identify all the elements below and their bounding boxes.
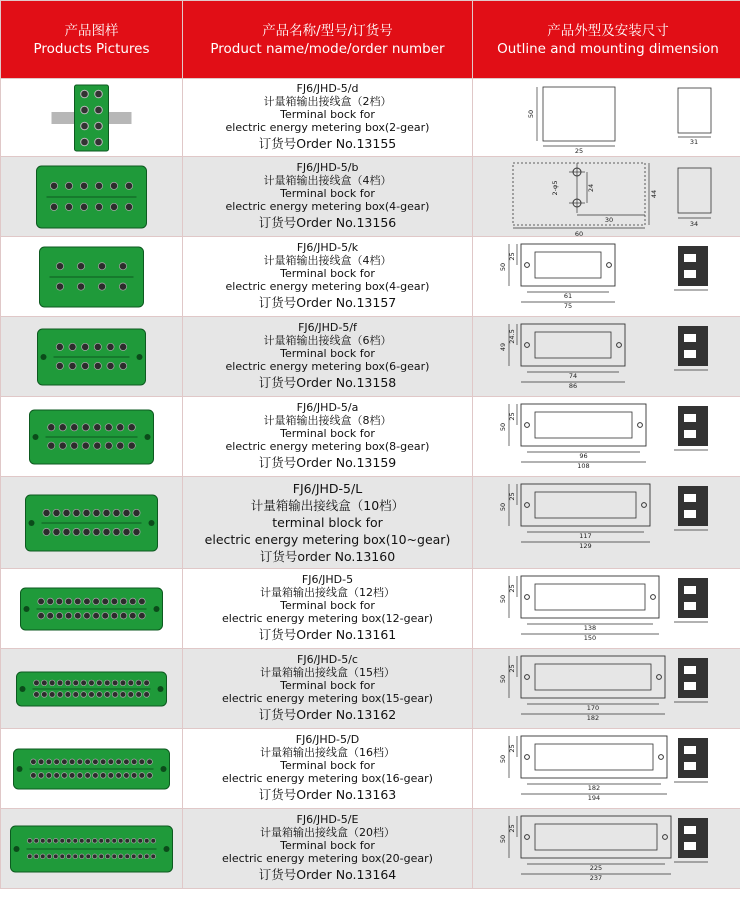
- dim-w1: 61: [563, 291, 573, 300]
- product-photo: [21, 588, 163, 630]
- header-name-cn: 产品名称/型号/订货号: [262, 22, 393, 39]
- dim-height: 50: [499, 594, 507, 603]
- product-photo: [11, 826, 173, 872]
- dim-v: 25: [508, 583, 516, 593]
- dim-height: 50: [499, 674, 507, 683]
- order-number: 订货号Order No.13159: [258, 454, 397, 470]
- dim-width: 25: [574, 146, 584, 155]
- product-name-en-1: Terminal bock for: [280, 427, 375, 440]
- product-info-cell: [183, 649, 473, 729]
- product-name-cn: 计量箱输出接线盒（4档）: [263, 174, 392, 188]
- product-info-cell: [183, 477, 473, 569]
- table-header-row: [1, 1, 740, 79]
- order-number: 订货号Order No.13157: [258, 294, 397, 310]
- product-model: FJ6/JHD-5/a: [296, 401, 359, 415]
- dim-w2: 108: [577, 461, 590, 470]
- dim-w1: 182: [587, 783, 601, 792]
- product-picture: [1, 810, 182, 888]
- dim-w2: 182: [586, 713, 600, 722]
- dim-w1: 74: [568, 371, 578, 380]
- product-photo: [26, 495, 158, 551]
- order-number: 订货号Order No.13158: [258, 374, 397, 390]
- header-dimension: [473, 1, 740, 79]
- header-pictures-cn: 产品图样: [64, 22, 119, 39]
- dimension-cell: [473, 157, 740, 237]
- product-photo: [52, 85, 132, 151]
- dimension-drawing: [499, 324, 708, 390]
- product-picture-cell: [1, 157, 183, 237]
- product-row: [1, 157, 740, 237]
- product-info-cell: [183, 397, 473, 477]
- product-name-cn: 计量箱输出接线盒（2档）: [263, 95, 392, 109]
- product-info-cell: [183, 729, 473, 809]
- product-picture: [1, 398, 182, 476]
- product-picture: [1, 650, 182, 728]
- product-name-en-1: Terminal bock for: [280, 679, 375, 692]
- dim-w1: 30: [604, 215, 614, 224]
- product-name-en-2: electric energy metering box(4-gear): [225, 279, 430, 293]
- product-info-cell: [183, 79, 473, 157]
- product-name-en-1: Terminal bock for: [280, 267, 375, 280]
- product-model: FJ6/JHD-5/c: [297, 653, 358, 667]
- dimension-svg: [473, 158, 740, 236]
- product-model: FJ6/JHD-5/D: [295, 733, 360, 747]
- order-number: 订货号Order No.13164: [258, 866, 397, 882]
- dim-w2: 86: [568, 381, 578, 390]
- side-section: [674, 406, 708, 450]
- product-info-cell: [183, 809, 473, 889]
- dimension-svg: [473, 650, 740, 728]
- dim-w1: 138: [583, 623, 597, 632]
- product-name-en-2: electric energy metering box(12-gear): [222, 611, 433, 625]
- dimension-svg: [473, 398, 740, 476]
- dimension-cell: [473, 729, 740, 809]
- product-model: FJ6/JHD-5/f: [298, 321, 357, 335]
- side-section: [674, 818, 708, 862]
- product-picture-cell: [1, 397, 183, 477]
- product-photo: [30, 410, 154, 464]
- dim-w1: 96: [579, 451, 588, 460]
- dimension-cell: [473, 649, 740, 729]
- product-row: [1, 477, 740, 569]
- product-name-cn: 计量箱输出接线盒（20档）: [260, 826, 395, 840]
- product-row: [1, 79, 740, 157]
- product-model: FJ6/JHD-5/b: [296, 161, 359, 175]
- product-name-en-1: Terminal bock for: [280, 187, 375, 200]
- product-row: [1, 397, 740, 477]
- product-name-cn: 计量箱输出接线盒（12档）: [260, 586, 395, 600]
- dimension-drawing: [499, 656, 708, 722]
- dimension-cell: [473, 477, 740, 569]
- dimension-svg: [473, 570, 740, 648]
- dim-w1: 225: [589, 863, 603, 872]
- order-number: 订货号Order No.13156: [258, 214, 397, 230]
- header-pictures-en: Products Pictures: [33, 40, 150, 57]
- dim-w2: 60: [574, 229, 584, 236]
- dim-height: 49: [499, 342, 507, 351]
- dimension-svg: [473, 810, 740, 888]
- product-picture-cell: [1, 649, 183, 729]
- dim-v: 25: [508, 743, 516, 753]
- header-name: [183, 1, 473, 79]
- dim-w2: 75: [563, 301, 573, 310]
- dimension-drawing: [499, 404, 708, 470]
- header-pictures: [1, 1, 183, 79]
- dim-v: 24.5: [508, 328, 516, 344]
- product-name-en-2: electric energy metering box(16-gear): [222, 771, 433, 785]
- dim-hole: 2-φ5: [551, 180, 559, 195]
- product-info-cell: [183, 317, 473, 397]
- side-section: [674, 486, 708, 530]
- dim-height: 50: [527, 109, 535, 118]
- dim-v: 25: [508, 663, 516, 673]
- product-model: FJ6/JHD-5/k: [296, 241, 359, 255]
- side-section: [674, 738, 708, 782]
- dim-w2: 194: [587, 793, 601, 802]
- product-name-en-2: electric energy metering box(10~gear): [204, 532, 451, 547]
- dimension-cell: [473, 569, 740, 649]
- dimension-svg: [473, 238, 740, 316]
- product-picture-cell: [1, 729, 183, 809]
- dim-w1: 170: [586, 703, 600, 712]
- product-name-en-2: electric energy metering box(8-gear): [225, 439, 430, 453]
- dimension-drawing: [499, 576, 708, 642]
- product-name-en-1: Terminal bock for: [280, 759, 375, 772]
- dimension-drawing: [499, 244, 708, 310]
- side-section: [674, 246, 708, 290]
- product-name-cn: 计量箱输出接线盒（10档）: [250, 498, 405, 513]
- product-photo: [38, 329, 146, 385]
- dim-side: 34: [689, 219, 699, 228]
- dimension-svg: [473, 318, 740, 396]
- dimension-svg: [473, 730, 740, 808]
- product-name-en-2: electric energy metering box(15-gear): [222, 691, 433, 705]
- dimension-drawing: [513, 163, 711, 236]
- product-info-cell: [183, 569, 473, 649]
- product-model: FJ6/JHD-5: [301, 573, 354, 587]
- product-picture-cell: [1, 79, 183, 157]
- product-row: [1, 317, 740, 397]
- product-name-en-1: Terminal bock for: [280, 599, 375, 612]
- header-dimension-en: Outline and mounting dimension: [497, 40, 719, 57]
- product-photo: [37, 166, 147, 228]
- dimension-cell: [473, 809, 740, 889]
- order-number: 订货号order No.13160: [259, 549, 396, 564]
- dim-height: 50: [499, 754, 507, 763]
- product-name-en-1: Terminal bock for: [280, 108, 375, 121]
- dim-height: 50: [499, 502, 507, 511]
- side-section: [674, 658, 708, 702]
- dim-height: 44: [650, 189, 658, 198]
- dim-w2: 237: [589, 873, 603, 882]
- product-name-en-2: electric energy metering box(20-gear): [222, 851, 433, 865]
- product-name-cn: 计量箱输出接线盒（6档）: [263, 334, 392, 348]
- product-picture-cell: [1, 477, 183, 569]
- dim-side: 31: [689, 137, 699, 146]
- dimension-drawing: [527, 87, 711, 155]
- side-section: [674, 578, 708, 622]
- product-model: FJ6/JHD-5/E: [296, 813, 359, 827]
- product-name-en-1: Terminal bock for: [280, 839, 375, 852]
- dim-v: 25: [508, 491, 516, 501]
- product-picture-cell: [1, 317, 183, 397]
- dim-height: 50: [499, 834, 507, 843]
- product-picture-cell: [1, 569, 183, 649]
- dim-v: 24: [587, 183, 595, 192]
- dim-height: 50: [499, 422, 507, 431]
- product-name-en-2: electric energy metering box(2-gear): [225, 120, 430, 134]
- dim-v: 25: [508, 823, 516, 833]
- order-number: 订货号Order No.13162: [258, 706, 397, 722]
- product-picture: [1, 730, 182, 808]
- product-picture: [1, 318, 182, 396]
- order-number: 订货号Order No.13155: [258, 135, 397, 151]
- product-row: [1, 649, 740, 729]
- product-picture-cell: [1, 809, 183, 889]
- header-name-en: Product name/mode/order number: [210, 40, 445, 57]
- dimension-svg: [473, 478, 740, 568]
- dimension-cell: [473, 237, 740, 317]
- dimension-cell: [473, 397, 740, 477]
- product-photo: [17, 672, 167, 706]
- product-name-en-2: electric energy metering box(6-gear): [225, 359, 430, 373]
- product-row: [1, 237, 740, 317]
- product-name-cn: 计量箱输出接线盒（16档）: [260, 746, 395, 760]
- product-picture: [1, 80, 182, 156]
- product-photo: [40, 247, 144, 307]
- dim-w1: 117: [579, 531, 592, 540]
- product-name-en-2: electric energy metering box(4-gear): [225, 199, 430, 213]
- dim-v: 25: [508, 251, 516, 261]
- header-dimension-cn: 产品外型及安装尺寸: [547, 22, 669, 39]
- dimension-cell: [473, 79, 740, 157]
- product-photo: [14, 749, 170, 789]
- dimension-cell: [473, 317, 740, 397]
- product-picture-cell: [1, 237, 183, 317]
- side-section: [674, 326, 708, 370]
- product-name-cn: 计量箱输出接线盒（8档）: [263, 414, 392, 428]
- product-name-cn: 计量箱输出接线盒（4档）: [263, 254, 392, 268]
- product-row: [1, 729, 740, 809]
- dim-w2: 129: [579, 541, 592, 550]
- product-name-en-1: Terminal bock for: [280, 347, 375, 360]
- dim-w2: 150: [583, 633, 597, 642]
- product-model: FJ6/JHD-5/d: [296, 82, 359, 96]
- dimension-drawing: [499, 816, 708, 882]
- dimension-drawing: [499, 736, 708, 802]
- product-row: [1, 809, 740, 889]
- product-info-cell: [183, 157, 473, 237]
- product-row: [1, 569, 740, 649]
- product-name-cn: 计量箱输出接线盒（15档）: [260, 666, 395, 680]
- dim-v: 25: [508, 411, 516, 421]
- order-number: 订货号Order No.13163: [258, 786, 397, 802]
- product-picture: [1, 478, 182, 568]
- product-picture: [1, 158, 182, 236]
- dimension-drawing: [499, 484, 708, 550]
- order-number: 订货号Order No.13161: [258, 626, 397, 642]
- product-info-cell: [183, 237, 473, 317]
- dim-height: 50: [499, 262, 507, 271]
- product-picture: [1, 238, 182, 316]
- product-picture: [1, 570, 182, 648]
- product-model: FJ6/JHD-5/L: [292, 481, 363, 496]
- dimension-svg: [473, 80, 740, 156]
- product-name-en-1: terminal block for: [272, 515, 383, 530]
